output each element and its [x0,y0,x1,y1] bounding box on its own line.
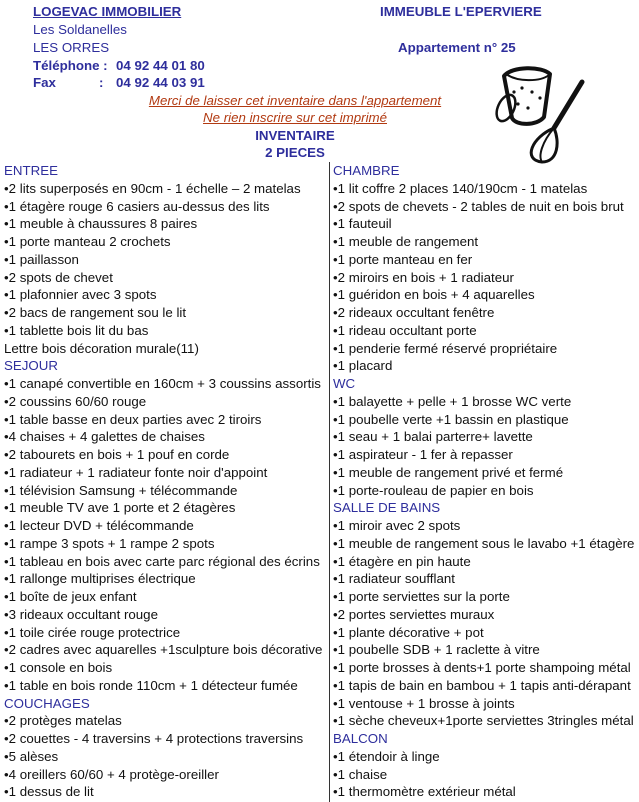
item-text: 2 tabourets en bois + 1 pouf en corde [8,447,230,462]
bullet-icon: • [333,713,338,729]
bullet-icon: • [4,287,9,303]
bullet-icon: • [333,553,338,569]
list-item [4,464,322,482]
list-item [333,641,634,659]
item-text: 1 ventouse + 1 brosse à joints [337,695,515,711]
list-item [333,286,634,304]
bullet-icon: • [333,784,338,800]
bullet-icon: • [333,393,338,409]
item-text: 1 rampe 3 spots + 1 rampe 2 spots [8,535,215,551]
bullet-icon: • [333,464,338,480]
bullet-icon: • [4,216,9,232]
bullet-icon: • [4,198,9,214]
list-item [4,411,322,429]
item-text: 1 meuble de rangement [337,234,479,249]
list-item [4,517,322,535]
address-line-1: Les Soldanelles [33,22,127,37]
bullet-icon: • [333,429,338,445]
fax-separator: : [99,75,104,90]
bullet-icon: • [333,589,338,604]
item-text: 2 cadres avec aquarelles +1sculpture bois décorative [8,642,323,658]
bullet-icon: • [333,198,338,214]
bullet-icon: • [333,305,338,320]
list-item [333,624,634,642]
item-text: 1 fauteuil [337,216,392,232]
bullet-icon: • [4,748,9,764]
item-text: 1 plante décorative + pot [337,624,484,640]
item-text: 1 porte manteau en fer [337,251,473,267]
list-item [333,446,634,464]
bullet-icon: • [333,287,338,303]
list-item [4,393,322,411]
list-item [4,766,322,784]
list-item [4,783,322,801]
bullet-icon: • [333,322,338,338]
item-text: 2 lits superposés en 90cm - 1 échelle – 2 matelas [8,180,301,196]
item-text: 1 sèche cheveux+1porte serviettes 3tringles métal [337,713,634,729]
list-item [333,659,634,677]
item-text: 2 spots de chevet [8,269,113,285]
bullet-icon: • [4,376,9,391]
list-item [4,641,322,659]
item-text: 1 étagère en pin haute [337,553,471,569]
item-text: 2 protèges matelas [8,713,122,729]
item-text: 1 table en bois ronde 110cm + 1 détecteur fumée [8,677,298,693]
item-text: 1 toile cirée rouge protectrice [8,624,181,640]
list-item [333,553,634,571]
item-text: Lettre bois décoration murale(11) [4,340,199,356]
list-item [4,730,322,748]
list-item [4,482,322,500]
bullet-icon: • [333,642,338,658]
bullet-icon: • [333,518,338,533]
item-text: 1 radiateur + 1 radiateur fonte noir d'appoint [8,464,268,480]
item-text: 1 meuble de rangement sous le lavabo +1 étagère [337,535,635,551]
bullet-icon: • [333,571,338,587]
item-text: 1 console en bois [8,660,113,675]
list-item [333,251,634,269]
bullet-icon: • [333,340,338,356]
item-text: 1 meuble de rangement privé et fermé [337,464,564,480]
bullet-icon: • [333,695,338,711]
list-item [4,553,322,571]
item-text: 1 étendoir à linge [337,748,440,764]
bullet-icon: • [333,677,338,693]
bullet-icon: • [4,464,9,480]
list-item [4,446,322,464]
item-text: 1 étagère rouge 6 casiers au-dessus des lits [8,198,270,214]
item-text: 1 balayette + pelle + 1 brosse WC verte [337,393,572,409]
list-item [333,517,634,535]
list-item [333,393,634,411]
bullet-icon: • [333,766,338,782]
list-item [4,233,322,251]
bullet-icon: • [4,251,9,267]
bullet-icon: • [4,731,9,746]
bullet-icon: • [333,216,338,232]
list-item [4,251,322,269]
list-item [333,269,634,287]
list-item [4,570,322,588]
fax-label: Fax [33,75,56,90]
item-text: 1 poubelle SDB + 1 raclette à vitre [337,642,540,658]
list-item [4,286,322,304]
section-heading: COUCHAGES [4,695,90,711]
item-text: 4 oreillers 60/60 + 4 protège-oreiller [8,766,219,782]
list-item [4,606,322,624]
item-text: 2 bacs de rangement sou le lit [8,305,187,320]
item-text: 1 seau + 1 balai parterre+ lavette [337,429,533,445]
item-text: 1 plafonnier avec 3 spots [8,287,157,303]
bullet-icon: • [333,535,338,551]
bullet-icon: • [4,447,9,462]
company-name: LOGEVAC IMMOBILIER [33,4,182,19]
list-item [333,464,634,482]
list-item [4,269,322,287]
item-text: 1 guéridon en bois + 4 aquarelles [337,287,535,303]
bullet-icon: • [4,624,9,640]
item-text: 1 thermomètre extérieur métal [337,784,516,800]
item-text: 1 tableau en bois avec carte parc régional des écrins [8,553,320,569]
list-item [4,588,322,606]
list-item [333,606,634,624]
list-item [333,215,634,233]
list-item [333,322,634,340]
bullet-icon: • [4,429,9,445]
item-text: 2 miroirs en bois + 1 radiateur [337,269,514,285]
list-item [4,340,322,358]
bullet-icon: • [4,642,9,658]
item-text: 1 chaise [337,766,388,782]
bullet-icon: • [4,411,9,427]
bullet-icon: • [4,180,9,196]
list-item [333,304,634,322]
bullet-icon: • [4,589,9,604]
list-item [333,570,634,588]
item-text: 1 rideau occultant porte [337,322,477,338]
list-item [333,428,634,446]
bullet-icon: • [4,784,9,800]
item-text: 3 rideaux occultant rouge [8,606,158,622]
item-text: 1 lecteur DVD + télécommande [8,518,194,533]
section-heading: SEJOUR [4,358,58,374]
list-item [333,695,634,713]
list-item [4,712,322,730]
list-item [4,375,322,393]
bullet-icon: • [333,748,338,764]
bullet-icon: • [333,482,338,498]
bullet-icon: • [4,677,9,693]
bullet-icon: • [4,660,9,675]
section-heading: SALLE DE BAINS [333,500,441,516]
bullet-icon: • [333,251,338,267]
item-text: 2 portes serviettes muraux [337,606,495,622]
bullet-icon: • [333,269,338,285]
bullet-icon: • [333,234,338,249]
item-text: 5 alèses [8,748,59,764]
phone-number: 04 92 44 01 80 [116,58,205,73]
bullet-icon: • [4,535,9,551]
bullet-icon: • [333,411,338,427]
list-item [333,340,634,358]
bullet-icon: • [333,180,338,196]
item-text: 1 boîte de jeux enfant [8,589,137,604]
bullet-icon: • [333,606,338,622]
item-text: 1 tapis de bain en bambou + 1 tapis anti-dérapant [337,677,631,693]
bullet-icon: • [4,713,9,729]
item-text: 1 canapé convertible en 160cm + 3 coussins assortis [8,376,321,391]
item-text: 2 couettes - 4 traversins + 4 protections traversins [8,731,304,746]
item-text: 1 lit coffre 2 places 140/190cm - 1 matelas [337,180,588,196]
right-column [333,162,634,801]
bullet-icon: • [4,553,9,569]
list-item [4,499,322,517]
bullet-icon: • [4,269,9,285]
item-text: 1 poubelle verte +1 bassin en plastique [337,411,569,427]
section-heading: WC [333,376,356,391]
list-item [4,304,322,322]
list-item [333,233,634,251]
bullet-icon: • [333,358,338,374]
list-item [333,357,634,375]
section-heading: CHAMBRE [333,163,400,178]
bullet-icon: • [4,305,9,320]
list-item [4,322,322,340]
bullet-icon: • [4,322,9,338]
item-text: 1 miroir avec 2 spots [337,518,461,533]
item-text: 1 rallonge multiprises électrique [8,571,196,587]
bullet-icon: • [4,500,9,516]
fax-number: 04 92 44 03 91 [116,75,205,90]
list-item [333,677,634,695]
address-line-2: LES ORRES [33,40,110,55]
item-text: 1 radiateur soufflant [337,571,455,587]
item-text: 1 tablette bois lit du bas [8,322,149,338]
item-text: 1 télévision Samsung + télécommande [8,482,238,498]
bowl-and-whisk-icon [492,62,592,170]
bullet-icon: • [333,624,338,640]
item-text: 1 meuble TV ave 1 porte et 2 étagères [8,500,236,516]
bullet-icon: • [4,393,9,409]
item-text: 2 spots de chevets - 2 tables de nuit en bois brut [337,198,624,214]
building-name: IMMEUBLE L'EPERVIERE [380,4,542,19]
notice-do-not-write: Ne rien inscrire sur cet imprimé [203,110,387,125]
bullet-icon: • [333,660,338,675]
item-text: 4 chaises + 4 galettes de chaises [8,429,205,445]
list-item [4,748,322,766]
item-text: 1 penderie fermé réservé propriétaire [337,340,558,356]
item-text: 1 porte brosses à dents+1 porte shampoing métal [337,660,631,675]
apartment-number: Appartement n° 25 [398,40,516,55]
item-text: 1 aspirateur - 1 fer à repasser [337,447,513,462]
list-item [333,712,634,730]
item-text: 1 table basse en deux parties avec 2 tiroirs [8,411,262,427]
bullet-icon: • [4,766,9,782]
bullet-icon: • [333,447,338,462]
list-item [333,198,634,216]
phone-label: Téléphone : [33,58,108,73]
bullet-icon: • [4,518,9,533]
item-text: 1 porte-rouleau de papier en bois [337,482,534,498]
list-item [4,180,322,198]
item-text: 2 rideaux occultant fenêtre [337,305,495,320]
item-text: 1 porte manteau 2 crochets [8,234,171,249]
list-item [4,535,322,553]
list-item [4,659,322,677]
item-text: 1 paillasson [8,251,79,267]
list-item [4,624,322,642]
list-item [333,588,634,606]
notice-leave-inventory: Merci de laisser cet inventaire dans l'appartement [148,93,442,108]
list-item [4,198,322,216]
item-text: 1 dessus de lit [8,784,94,800]
list-item [333,482,634,500]
list-item [4,428,322,446]
item-text: 1 porte serviettes sur la porte [337,589,510,604]
item-text: 2 coussins 60/60 rouge [8,393,147,409]
section-heading: ENTREE [4,163,58,178]
list-item [4,215,322,233]
list-item [333,783,634,801]
list-item [333,180,634,198]
list-item [4,677,322,695]
section-heading: BALCON [333,731,388,746]
list-item [333,748,634,766]
page-title: INVENTAIRE [255,128,335,143]
item-text: 1 meuble à chaussures 8 paires [8,216,198,232]
left-column [4,162,322,801]
bullet-icon: • [4,606,9,622]
list-item [333,535,634,553]
page-subtitle: 2 PIECES [265,145,325,160]
bullet-icon: • [4,482,9,498]
column-divider [329,162,330,802]
list-item [333,766,634,784]
bullet-icon: • [4,234,9,249]
bullet-icon: • [4,571,9,587]
list-item [333,411,634,429]
item-text: 1 placard [337,358,393,374]
